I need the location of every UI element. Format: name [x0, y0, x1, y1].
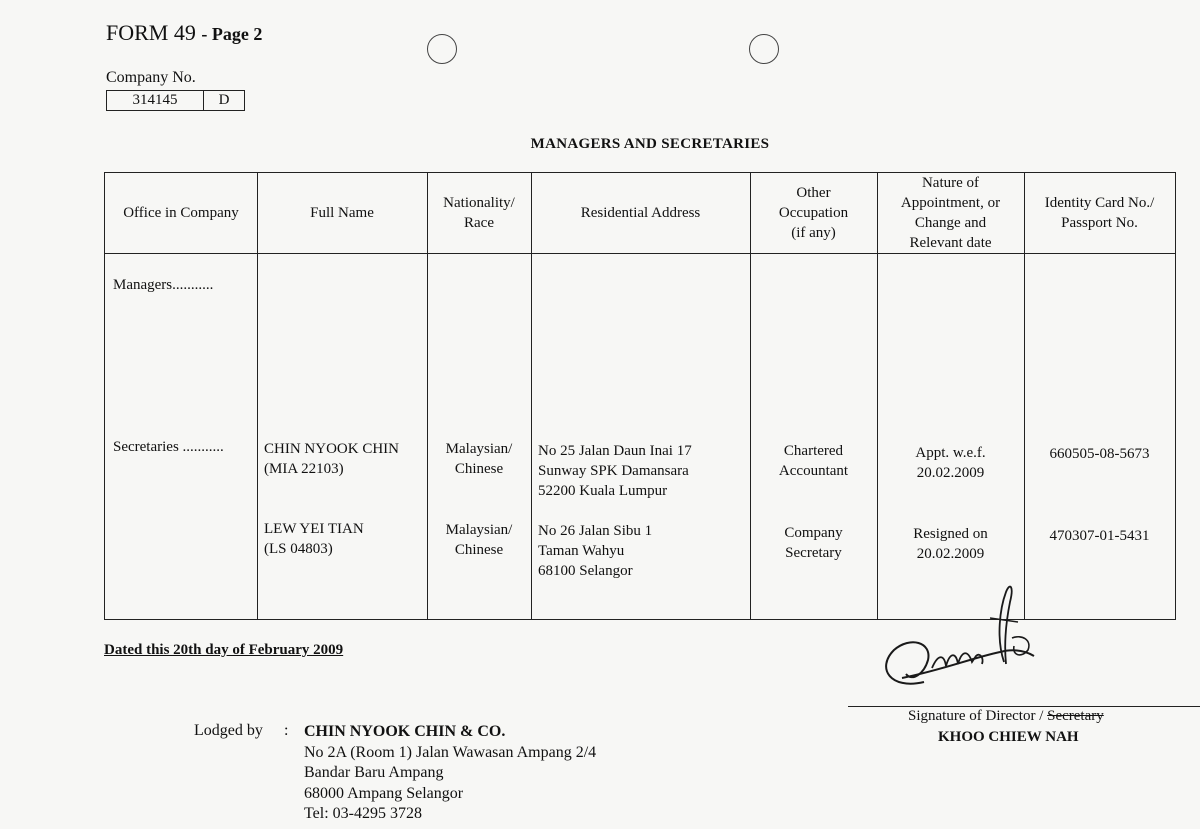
occupation-line: Secretary — [785, 545, 842, 561]
nationality-race — [427, 520, 531, 560]
address-line: 68100 Selangor — [538, 563, 633, 579]
nationality-race — [427, 439, 531, 479]
appointment — [877, 524, 1024, 564]
dated-line: Dated this 20th day of February 2009 — [104, 642, 344, 658]
address-line: 52200 Kuala Lumpur — [538, 483, 668, 499]
occupation — [750, 523, 877, 563]
residential-address — [538, 521, 652, 581]
occupation — [750, 441, 877, 481]
company-no-value: 314145 — [107, 91, 204, 110]
appointment — [877, 443, 1024, 483]
appointment-date: 20.02.2009 — [916, 546, 985, 562]
full-name: CHIN NYOOK CHIN — [264, 441, 399, 457]
punch-hole-right — [749, 34, 779, 64]
lodged-by-label: Lodged by — [194, 722, 263, 739]
col-header-ic-no: Identity Card No./ Passport No. — [1044, 195, 1155, 231]
handwritten-signature — [872, 578, 1052, 696]
address-line: Taman Wahyu — [538, 543, 625, 559]
col-header-occupation: Other Occupation (if any) — [778, 185, 849, 241]
company-no-label: Company No. — [106, 69, 196, 86]
header-divider — [105, 253, 1175, 254]
nationality: Malaysian/ — [445, 522, 513, 538]
ic-no: 470307-01-5431 — [1049, 528, 1150, 544]
col-header-appointment: Nature of Appointment, or Change and Relevant date — [900, 175, 1001, 251]
managers-secretaries-table — [104, 172, 1176, 620]
punch-hole-left — [427, 34, 457, 64]
company-no-suffix: D — [218, 92, 230, 108]
membership-no: (LS 04803) — [264, 541, 333, 557]
company-no-box — [106, 90, 245, 111]
signature-label-struck: Secretary — [1047, 708, 1104, 724]
managers-label: Managers........... — [113, 277, 214, 293]
signatory-name: KHOO CHIEW NAH — [938, 729, 1079, 745]
table-row — [264, 439, 399, 479]
appointment-date: 20.02.2009 — [916, 465, 985, 481]
firm-address-line: Bandar Baru Ampang — [304, 764, 444, 781]
col-header-nationality: Nationality/ Race — [443, 195, 515, 231]
occupation-line: Accountant — [778, 463, 849, 479]
form-number: FORM 49 — [106, 20, 196, 45]
residential-address — [538, 441, 692, 501]
membership-no: (MIA 22103) — [264, 461, 344, 477]
col-header-full-name: Full Name — [310, 205, 374, 221]
occupation-line: Chartered — [783, 443, 844, 459]
signature-line — [848, 706, 1200, 707]
secretaries-label: Secretaries ........... — [113, 439, 224, 455]
lodged-by-colon: : — [284, 722, 289, 739]
table-row — [264, 519, 364, 559]
full-name: LEW YEI TIAN — [264, 521, 364, 537]
nationality: Malaysian/ — [445, 441, 513, 457]
firm-name: CHIN NYOOK CHIN & CO. — [304, 723, 506, 740]
form-title — [106, 20, 262, 46]
address-line: No 25 Jalan Daun Inai 17 — [538, 443, 692, 459]
section-title: MANAGERS AND SECRETARIES — [530, 136, 770, 152]
firm-address-line: 68000 Ampang Selangor — [304, 784, 464, 802]
address-line: No 26 Jalan Sibu 1 — [538, 523, 653, 539]
firm-address-line: No 2A (Room 1) Jalan Wawasan Ampang 2/4 — [304, 743, 597, 761]
signature-label — [908, 708, 1104, 725]
appointment-line: Appt. w.e.f. — [915, 445, 986, 461]
page-label: - Page 2 — [201, 24, 263, 44]
address-line: Sunway SPK Damansara — [538, 463, 689, 479]
lodged-by-block — [304, 722, 596, 825]
col-header-office: Office in Company — [123, 205, 239, 221]
race: Chinese — [454, 542, 504, 558]
signature-label-prefix: Signature of Director / — [908, 708, 1048, 724]
appointment-line: Resigned on — [913, 526, 988, 542]
ic-no: 660505-08-5673 — [1049, 446, 1150, 462]
race: Chinese — [454, 461, 504, 477]
firm-phone: Tel: 03-4295 3728 — [304, 805, 422, 822]
col-header-address: Residential Address — [580, 205, 701, 221]
occupation-line: Company — [784, 525, 843, 541]
